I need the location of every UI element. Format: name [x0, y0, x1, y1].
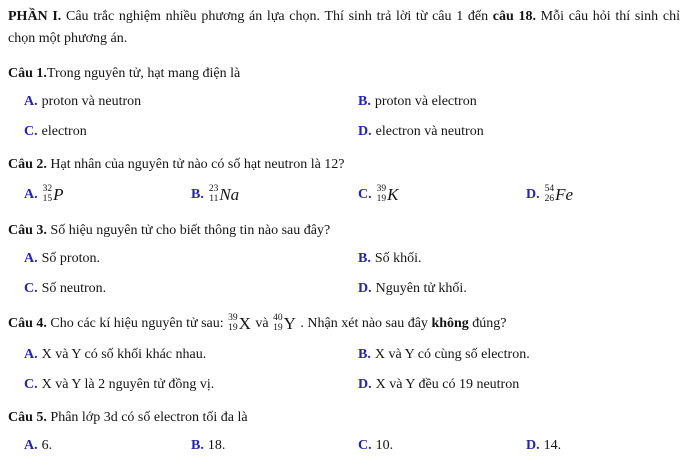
option-letter: C.: [24, 377, 38, 392]
question-4-text-after: . Nhận xét nào sau đây: [296, 316, 432, 331]
option-text: 18.: [207, 438, 226, 453]
question-4-option-a: [24, 345, 358, 364]
option-letter: A.: [24, 251, 38, 266]
option-letter: D.: [358, 124, 372, 139]
option-text: Nguyên tử khối.: [375, 281, 467, 296]
option-text: X và Y có cùng số electron.: [374, 347, 530, 362]
question-1-option-c: [24, 122, 358, 141]
isotope-notation: [377, 185, 399, 204]
isotope-notation: [209, 185, 239, 204]
option-letter: A.: [24, 94, 38, 109]
question-3-option-c: [24, 279, 358, 298]
question-1-label: Câu 1.: [8, 66, 47, 81]
question-2-option-a: [24, 183, 191, 207]
atomic-number: 19: [273, 322, 283, 333]
mass-number: 23: [208, 184, 219, 195]
option-text: 10.: [375, 438, 394, 453]
option-letter: D.: [526, 187, 540, 202]
question-5-option-c: [358, 436, 526, 455]
question-5-option-d: [526, 436, 680, 455]
question-4-text-end: đúng?: [468, 316, 507, 331]
question-2-label: Câu 2.: [8, 157, 47, 172]
option-text: Số proton.: [41, 251, 100, 266]
option-letter: B.: [358, 347, 371, 362]
mass-number: 32: [42, 184, 53, 195]
question-4-option-b: [358, 345, 680, 364]
question-2-text: Hạt nhân của nguyên tử nào có số hạt neutron là 12?: [46, 157, 345, 172]
mass-number: 40: [273, 313, 283, 324]
option-text: Số khối.: [374, 251, 422, 266]
question-3-heading: [8, 221, 680, 240]
question-4-mid: và: [251, 316, 273, 331]
question-5-label: Câu 5.: [8, 410, 47, 425]
question-2-heading: [8, 155, 680, 174]
option-letter: C.: [24, 124, 38, 139]
question-5-option-a: [24, 436, 191, 455]
question-3-options-row-2: [8, 279, 680, 298]
option-letter: C.: [358, 438, 372, 453]
option-text: 14.: [543, 438, 562, 453]
element-symbol: X: [238, 314, 251, 334]
option-letter: B.: [191, 438, 204, 453]
question-5-option-b: [191, 436, 358, 455]
isotope-notation-x: [228, 314, 251, 333]
option-text: X và Y đều có 19 neutron: [375, 377, 520, 392]
question-5-options-row: [8, 436, 680, 455]
option-text: electron và neutron: [375, 124, 484, 139]
option-letter: D.: [526, 438, 540, 453]
question-4-options-row-2: [8, 375, 680, 394]
atomic-number: 26: [544, 193, 555, 204]
header-bold-cau18: câu 18.: [492, 9, 536, 24]
question-1-option-b: [358, 92, 680, 111]
question-4-label: Câu 4.: [8, 316, 47, 331]
question-5-text: Phân lớp 3d có số electron tối đa là: [46, 410, 248, 425]
isotope-notation-y: [273, 314, 296, 333]
option-letter: A.: [24, 438, 38, 453]
element-symbol: Y: [283, 314, 296, 334]
header-text-1: Câu trắc nghiệm nhiều phương án lựa chọn. Thí sinh trả lời từ câu 1 đến: [61, 9, 493, 24]
question-4-options-row-1: [8, 345, 680, 364]
option-letter: B.: [191, 187, 204, 202]
element-symbol: Na: [219, 185, 240, 205]
question-1-options-row-1: [8, 92, 680, 111]
option-text: electron: [41, 124, 87, 139]
question-1-option-d: [358, 122, 680, 141]
question-3-option-a: [24, 249, 358, 268]
question-1-options-row-2: [8, 122, 680, 141]
isotope-notation: [43, 185, 64, 204]
question-4-heading: [8, 312, 680, 336]
question-4-option-c: [24, 375, 358, 394]
mass-number: 54: [544, 184, 555, 195]
question-2-options-row: [8, 183, 680, 207]
option-text: Số neutron.: [41, 281, 107, 296]
atomic-number: 15: [42, 193, 53, 204]
option-letter: A.: [24, 347, 38, 362]
option-text: X và Y là 2 nguyên tử đồng vị.: [41, 377, 215, 392]
question-2-option-b: [191, 183, 358, 207]
question-2-option-c: [358, 183, 526, 207]
question-3-option-b: [358, 249, 680, 268]
question-3-option-d: [358, 279, 680, 298]
element-symbol: P: [53, 185, 64, 205]
exam-header: [8, 6, 680, 50]
question-4-bold-word: không: [431, 316, 469, 331]
question-4-option-d: [358, 375, 680, 394]
question-5-heading: [8, 408, 680, 427]
header-text-2: Mỗi câu hỏi thí sinh chỉ chọn một phương án.: [8, 9, 680, 46]
option-text: proton và electron: [374, 94, 477, 109]
option-letter: B.: [358, 251, 371, 266]
option-letter: D.: [358, 377, 372, 392]
atomic-number: 19: [228, 322, 238, 333]
option-text: 6.: [41, 438, 53, 453]
mass-number: 39: [376, 184, 387, 195]
option-text: proton và neutron: [41, 94, 142, 109]
question-3-text: Số hiệu nguyên tử cho biết thông tin nào sau đây?: [46, 223, 331, 238]
option-letter: C.: [24, 281, 38, 296]
element-symbol: Fe: [555, 185, 574, 205]
option-letter: C.: [358, 187, 372, 202]
question-1-heading: [8, 64, 680, 83]
atomic-number: 19: [376, 193, 387, 204]
header-part-label: PHẦN I.: [8, 9, 62, 24]
question-3-label: Câu 3.: [8, 223, 47, 238]
isotope-notation: [545, 185, 573, 204]
option-letter: D.: [358, 281, 372, 296]
mass-number: 39: [228, 313, 238, 324]
atomic-number: 11: [209, 193, 219, 204]
option-letter: B.: [358, 94, 371, 109]
element-symbol: K: [387, 185, 399, 205]
question-1-option-a: [24, 92, 358, 111]
option-text: X và Y có số khối khác nhau.: [41, 347, 207, 362]
question-2-option-d: [526, 183, 680, 207]
option-letter: A.: [24, 187, 38, 202]
question-4-text-before: Cho các kí hiệu nguyên tử sau:: [46, 316, 228, 331]
question-1-text: Trong nguyên tử, hạt mang điện là: [46, 66, 241, 81]
question-3-options-row-1: [8, 249, 680, 268]
